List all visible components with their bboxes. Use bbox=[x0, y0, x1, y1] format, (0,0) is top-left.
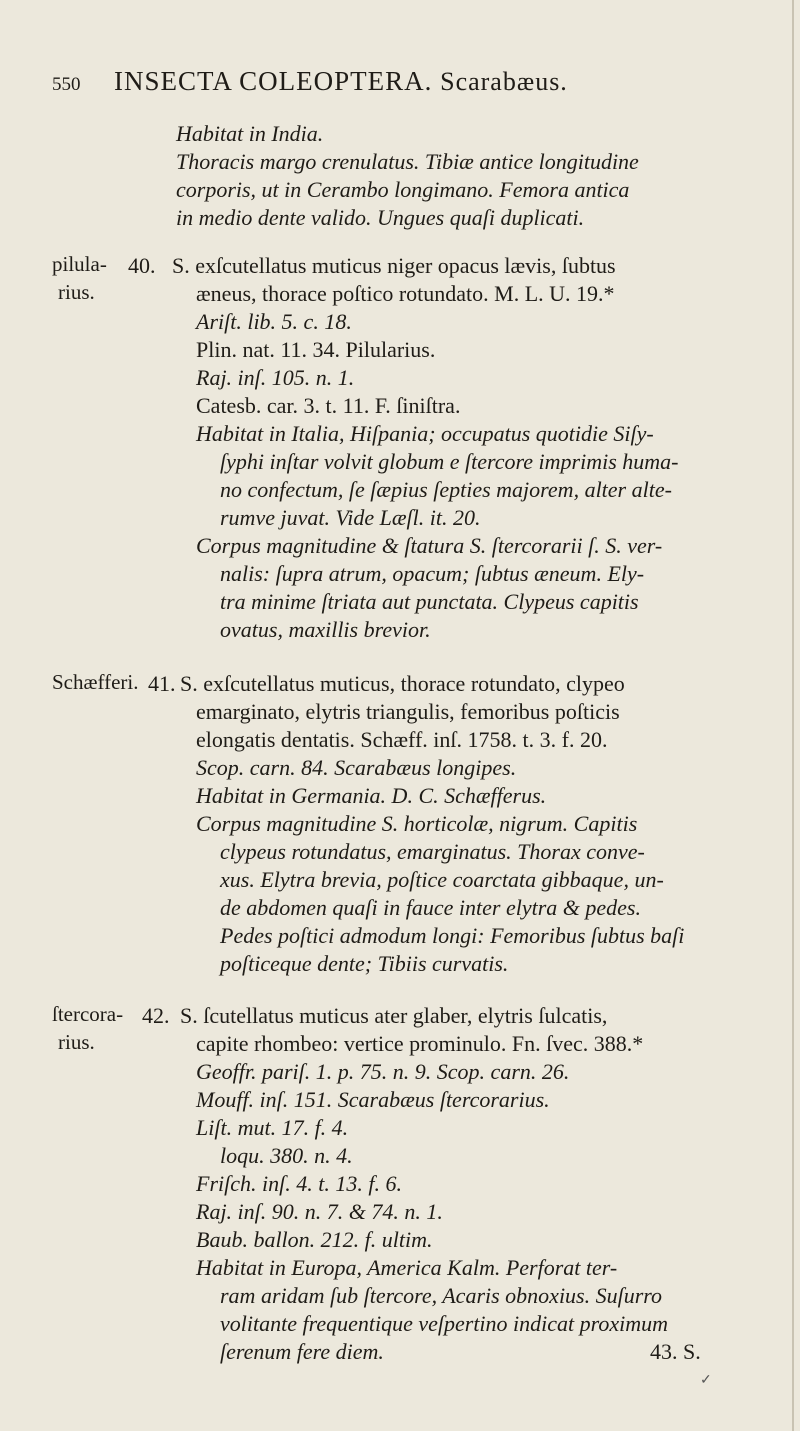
species-41-number: 41. bbox=[148, 671, 176, 696]
species-42-habitat-3: volitante frequentique veſpertino indicat proximum bbox=[220, 1311, 669, 1336]
page-edge bbox=[792, 0, 794, 1431]
species-42-diagnosis-2: capite rhombeo: vertice prominulo. Fn. ſvec. 388.* bbox=[196, 1031, 644, 1056]
block1-habitat: Habitat in India. bbox=[176, 121, 324, 146]
species-42-ref-3: Liſt. mut. 17. f. 4. bbox=[196, 1115, 349, 1140]
margin-name-pilularius-1: pilula- bbox=[52, 252, 107, 276]
species-41-desc-6: poſticeque dente; Tibiis curvatis. bbox=[220, 951, 509, 976]
block1-line-1: Thoracis margo crenulatus. Tibiæ antice longitudine bbox=[176, 149, 639, 174]
species-41-habitat: Habitat in Germania. D. C. Schæfferus. bbox=[196, 783, 547, 808]
species-42-habitat-2: ram aridam ſub ſtercore, Acaris obnoxius. Suſurro bbox=[220, 1283, 663, 1308]
species-40-number: 40. bbox=[128, 253, 156, 278]
species-42-ref-6: Raj. inſ. 90. n. 7. & 74. n. 1. bbox=[196, 1199, 443, 1224]
margin-name-stercorarius-1: ſtercora- bbox=[52, 1002, 124, 1026]
running-header bbox=[52, 66, 760, 98]
running-head bbox=[114, 66, 568, 97]
block1-line-2: corporis, ut in Cerambo longimano. Femora antica bbox=[176, 177, 630, 202]
running-head-title: INSECTA COLEOPTERA. bbox=[114, 66, 433, 96]
species-40-corpus-4: ovatus, maxillis brevior. bbox=[220, 617, 431, 642]
species-40-habitat-2: ſyphi inſtar volvit globum e ſtercore imprimis huma- bbox=[220, 449, 679, 474]
species-42-ref-7: Baub. ballon. 212. f. ultim. bbox=[196, 1227, 433, 1252]
species-41-ref-1: Scop. carn. 84. Scarabæus longipes. bbox=[196, 755, 517, 780]
species-40-corpus-3: tra minime ſtriata aut punctata. Clypeus capitis bbox=[220, 589, 639, 614]
species-41-diagnosis-2: emarginato, elytris triangulis, femoribus poſticis bbox=[196, 699, 620, 724]
species-41-desc-5: Pedes poſtici admodum longi: Femoribus ſubtus baſi bbox=[220, 923, 685, 948]
margin-name-stercorarius-2: rius. bbox=[58, 1030, 95, 1054]
margin-name-schaefferi: Schæfferi. bbox=[52, 670, 139, 694]
margin-name-pilularius-2: rius. bbox=[58, 280, 95, 304]
species-41-diagnosis-3: elongatis dentatis. Schæff. inſ. 1758. t. 3. f. 20. bbox=[196, 727, 608, 752]
species-42-number: 42. bbox=[142, 1003, 170, 1028]
species-40-diagnosis-1: S. exſcutellatus muticus niger opacus lævis, ſubtus bbox=[172, 253, 616, 278]
species-41-desc-1: Corpus magnitudine S. horticolæ, nigrum. Capitis bbox=[196, 811, 638, 836]
block1-line-3: in medio dente valido. Ungues quaſi duplicati. bbox=[176, 205, 585, 230]
species-42-ref-2: Mouff. inſ. 151. Scarabæus ſtercorarius. bbox=[196, 1087, 550, 1112]
species-42-habitat-1: Habitat in Europa, America Kalm. Perforat ter- bbox=[196, 1255, 618, 1280]
species-40-corpus-1: Corpus magnitudine & ſtatura S. ſtercorarii ſ. S. ver- bbox=[196, 533, 663, 558]
page-number: 550 bbox=[52, 74, 81, 95]
species-42-habitat-4: ſerenum fere diem. bbox=[220, 1339, 384, 1364]
species-40-ref-2: Plin. nat. 11. 34. Pilularius. bbox=[196, 337, 436, 362]
ink-mark-icon: ✓ bbox=[700, 1373, 712, 1388]
species-41-diagnosis-1: S. exſcutellatus muticus, thorace rotundato, clypeo bbox=[180, 671, 625, 696]
species-42-diagnosis-1: S. ſcutellatus muticus ater glaber, elytris ſulcatis, bbox=[180, 1003, 608, 1028]
species-40-ref-4: Catesb. car. 3. t. 11. F. ſiniſtra. bbox=[196, 393, 461, 418]
species-42-ref-4: loqu. 380. n. 4. bbox=[220, 1143, 353, 1168]
species-40-habitat-1: Habitat in Italia, Hiſpania; occupatus quotidie Siſy- bbox=[196, 421, 654, 446]
species-42-ref-1: Geoffr. pariſ. 1. p. 75. n. 9. Scop. carn. 26. bbox=[196, 1059, 570, 1084]
species-40-habitat-4: rumve juvat. Vide Læſl. it. 20. bbox=[220, 505, 481, 530]
species-41-desc-3: xus. Elytra brevia, poſtice coarctata gibbaque, un- bbox=[220, 867, 664, 892]
running-head-genus: Scarabæus. bbox=[440, 67, 568, 96]
species-40-habitat-3: no confectum, ſe ſæpius ſepties majorem, alter alte- bbox=[220, 477, 672, 502]
species-41-desc-4: de abdomen quaſi in fauce inter elytra & pedes. bbox=[220, 895, 641, 920]
species-40-ref-1: Ariſt. lib. 5. c. 18. bbox=[196, 309, 352, 334]
species-40-ref-3: Raj. inſ. 105. n. 1. bbox=[196, 365, 355, 390]
species-40-diagnosis-2: æneus, thorace poſtico rotundato. M. L. U. 19.* bbox=[196, 281, 615, 306]
species-40-corpus-2: nalis: ſupra atrum, opacum; ſubtus æneum. Ely- bbox=[220, 561, 645, 586]
catchword: 43. S. bbox=[650, 1339, 701, 1364]
species-41-desc-2: clypeus rotundatus, emarginatus. Thorax conve- bbox=[220, 839, 645, 864]
species-42-ref-5: Friſch. inſ. 4. t. 13. f. 6. bbox=[196, 1171, 402, 1196]
